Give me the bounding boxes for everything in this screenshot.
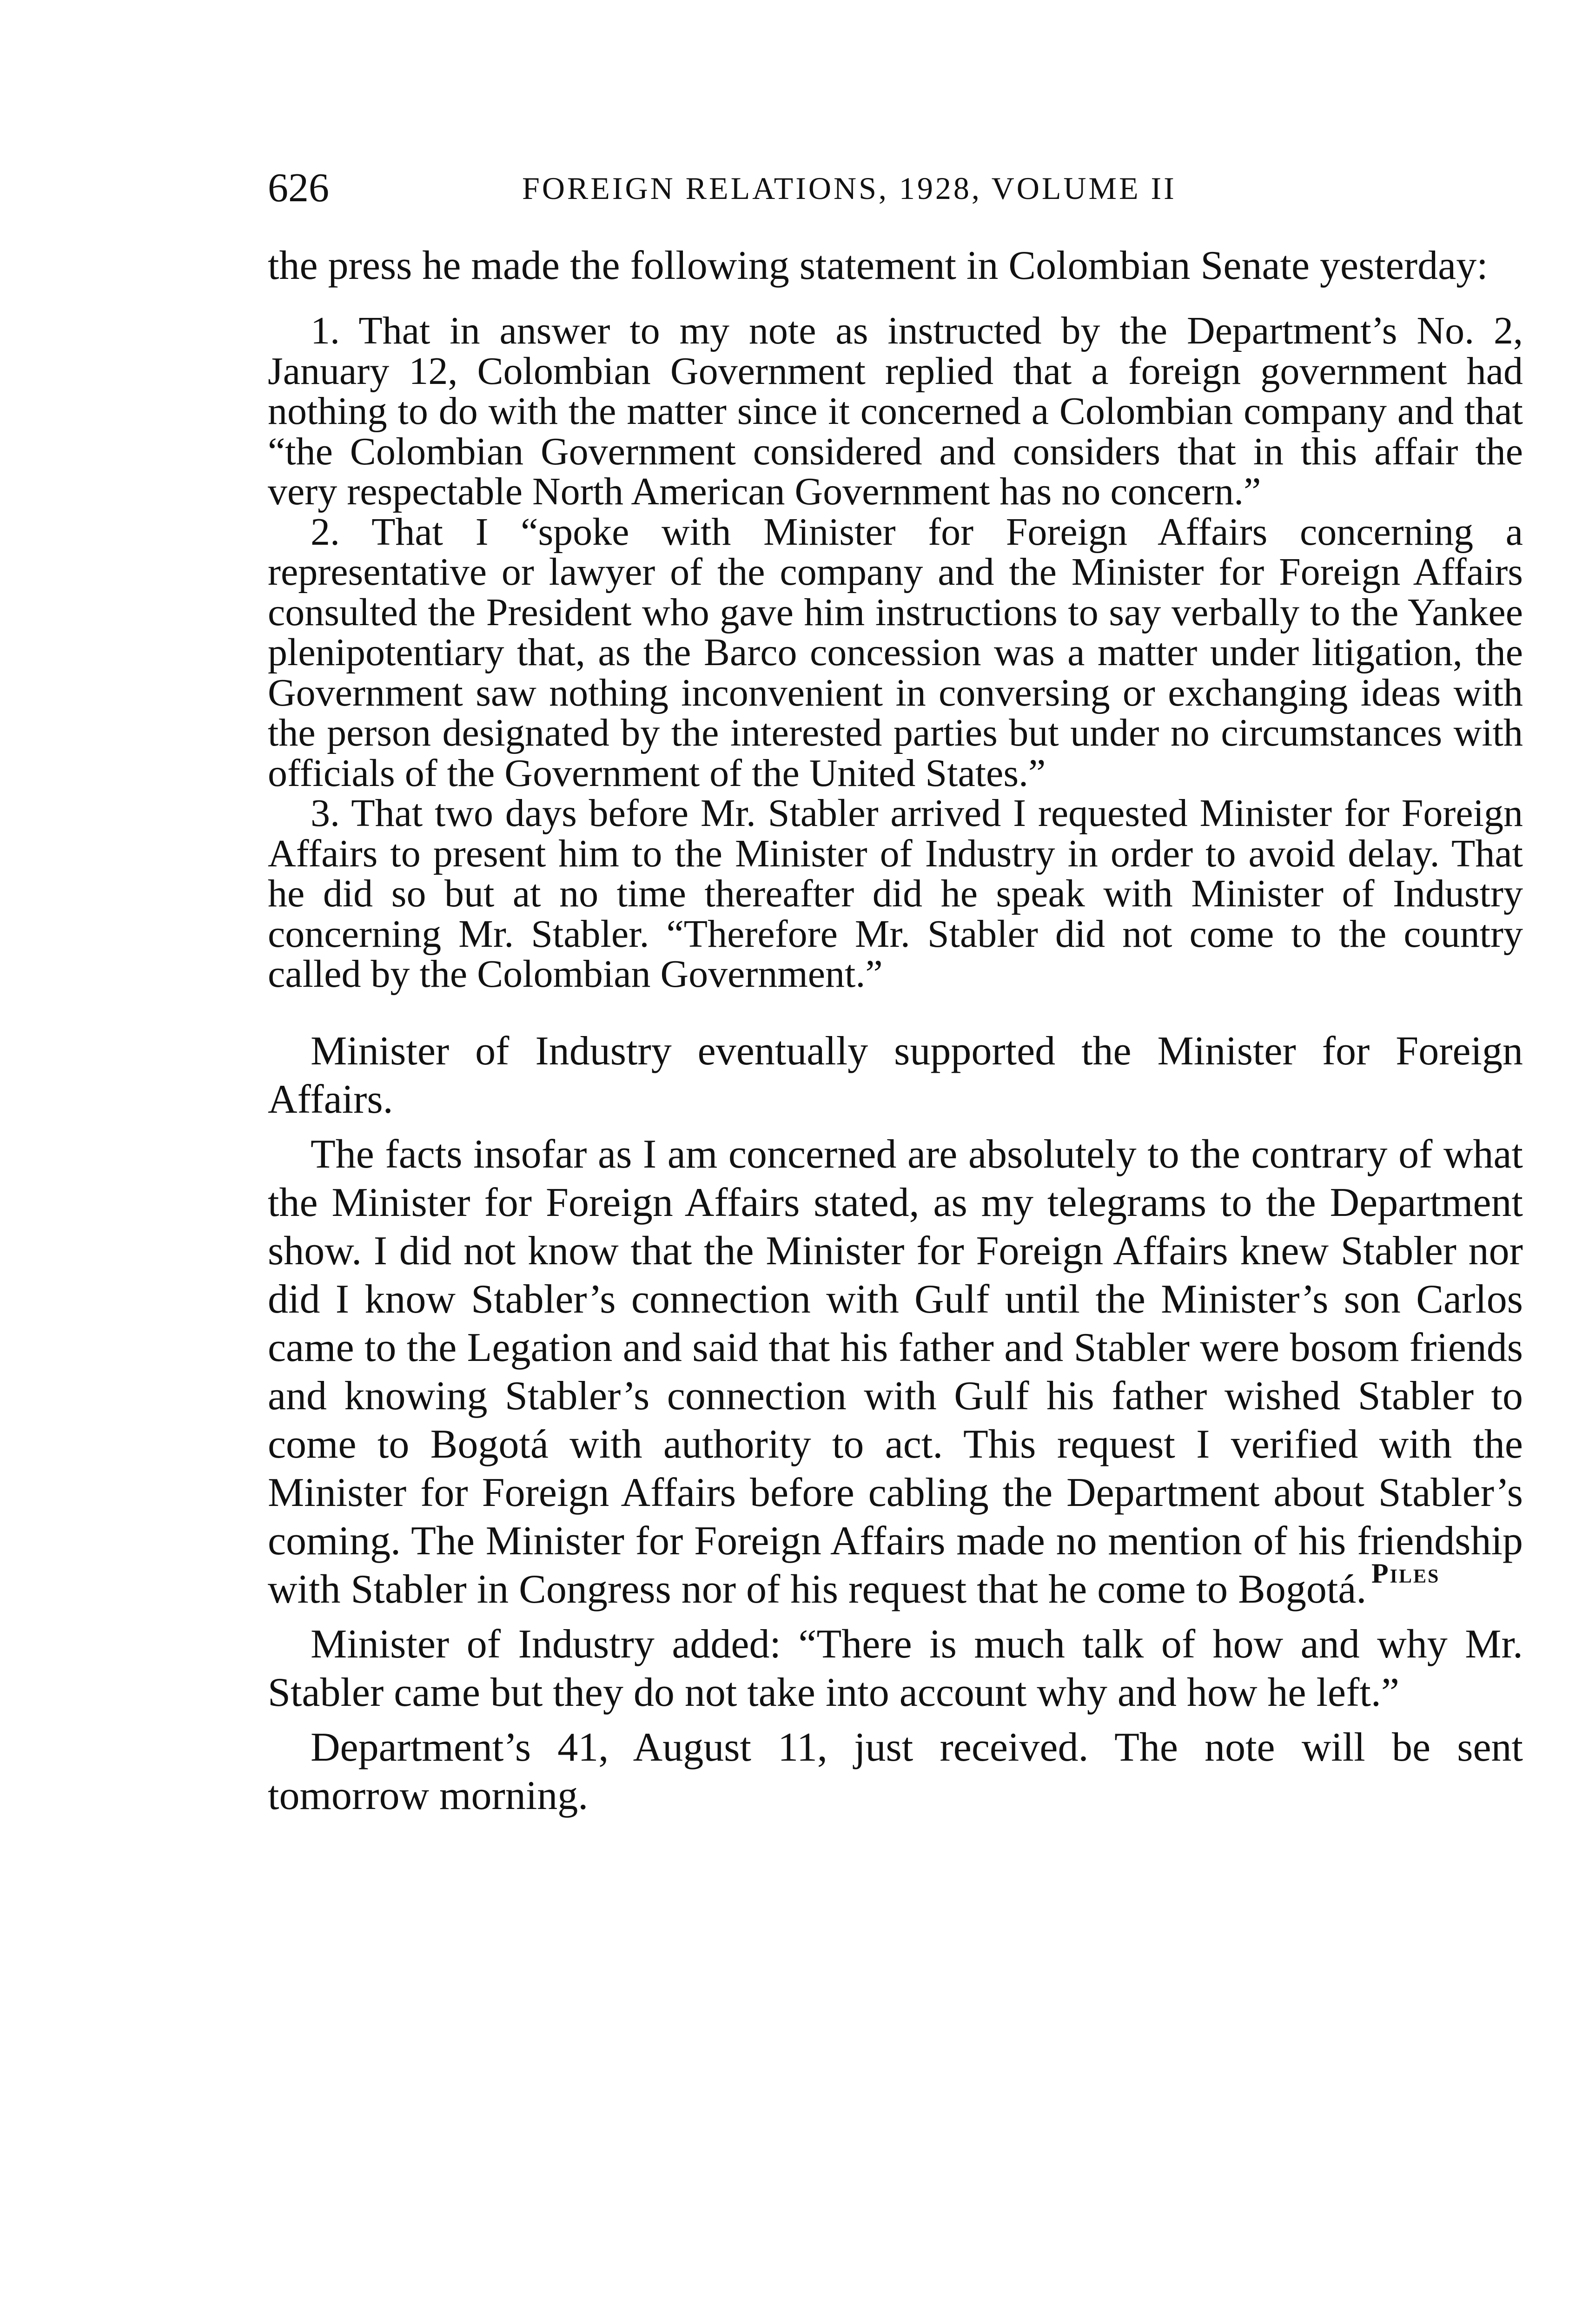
industry-added-paragraph: Minister of Industry added: “There is much talk of how and why Mr. Stabler came but they do not take into account why and how he left.” (268, 1621, 1523, 1715)
body-text (268, 242, 1523, 1820)
department-paragraph: Department’s 41, August 11, just received. The note will be sent tomorrow morning. (268, 1724, 1523, 1818)
quote-item-3: 3. That two days before Mr. Stabler arrived I requested Minister for Foreign Affairs to present him to the Minister of Industry in order to avoid delay. That he did so but at no time thereafter did he speak with Minister of Industry concerning Mr. Stabler. “Therefore Mr. Stabler did not come to the country called by the Colombian Government.” (268, 792, 1523, 996)
quote-item-1: 1. That in answer to my note as instructed by the Department’s No. 2, January 12, Colombian Government replied that a foreign government had nothing to do with the matter since it concerned a Colombian company and that “the Colombian Government considered and considers that in this affair the very respectable North American Government has no concern.” (268, 309, 1523, 513)
facts-paragraph: The facts insofar as I am concerned are absolutely to the contrary of what the Minister for Foreign Affairs stated, as my telegrams to the Department show. I did not know that the Minister for Foreign Affairs knew Stabler nor did I know Stabler’s connection with Gulf until the Minister’s son Carlos came to the Legation and said that his father and Stabler were bosom friends and knowing Stabler’s connection with Gulf his father wished Stabler to come to Bogotá with authority to act. This request I verified with the Minister for Foreign Affairs before cabling the Department about Stabler’s coming. The Minister for Foreign Affairs made no mention of his friendship with Stabler in Congress nor of his request that he come to Bogotá. (268, 1131, 1523, 1612)
quoted-statement (268, 311, 1523, 995)
running-head (268, 163, 1523, 214)
minister-support-paragraph: Minister of Industry eventually supported the Minister for Foreign Affairs. (268, 1028, 1523, 1122)
quote-item-2: 2. That I “spoke with Minister for Foreign Affairs concerning a representative or lawyer of the company and the Minister for Foreign Affairs consulted the President who gave him instructions to say verbally to the Yankee plenipotentiary that, as the Barco concession was a matter under litigation, the Government saw nothing inconvenient in conversing or exchanging ideas with the person designated by the interested parties but under no circumstances with officials of the Government of the United States.” (268, 510, 1523, 795)
running-title: FOREIGN RELATIONS, 1928, VOLUME II (522, 171, 1177, 206)
intro-paragraph: the press he made the following statement in Colombian Senate yesterday: (268, 243, 1488, 288)
page-number: 626 (268, 165, 329, 211)
signature: Piles (1371, 1558, 1440, 1589)
